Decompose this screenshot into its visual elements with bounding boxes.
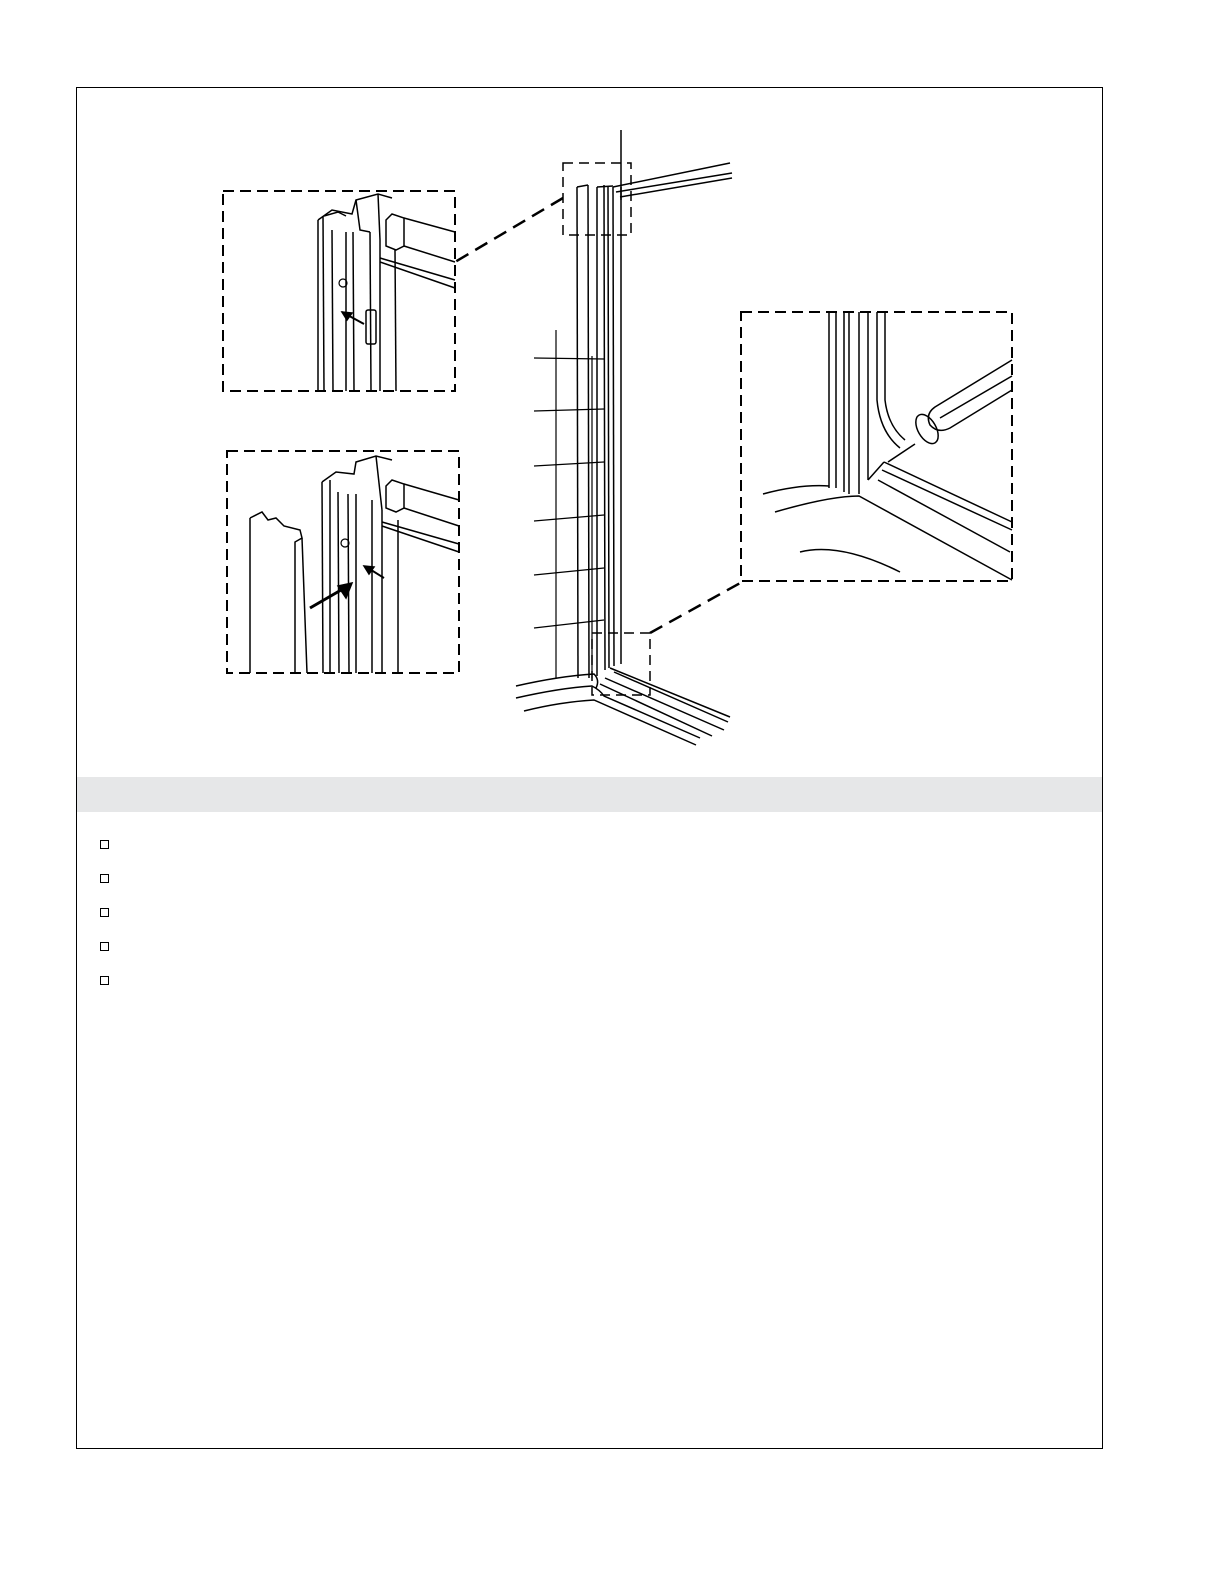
checklist-item xyxy=(100,838,123,872)
detail-top-bracket xyxy=(223,191,455,391)
checklist-item xyxy=(100,974,123,1008)
sill-and-base xyxy=(516,668,730,745)
checkbox[interactable] xyxy=(100,908,109,917)
section-header-bar xyxy=(77,777,1102,812)
detail-cover-cap xyxy=(227,451,459,673)
checklist xyxy=(100,838,123,1008)
wall-jamb xyxy=(577,130,621,678)
checklist-item xyxy=(100,906,123,940)
installation-illustration xyxy=(0,0,1225,790)
checkbox[interactable] xyxy=(100,942,109,951)
top-leader-line xyxy=(455,198,563,262)
main-shower-view xyxy=(455,130,742,745)
bottom-leader-line xyxy=(650,582,742,633)
checklist-item xyxy=(100,872,123,906)
checkbox[interactable] xyxy=(100,840,109,849)
detail-sill-caulk xyxy=(741,312,1012,581)
checkbox[interactable] xyxy=(100,976,109,985)
wall-tiles xyxy=(534,330,604,678)
checkbox[interactable] xyxy=(100,874,109,883)
checklist-item xyxy=(100,940,123,974)
